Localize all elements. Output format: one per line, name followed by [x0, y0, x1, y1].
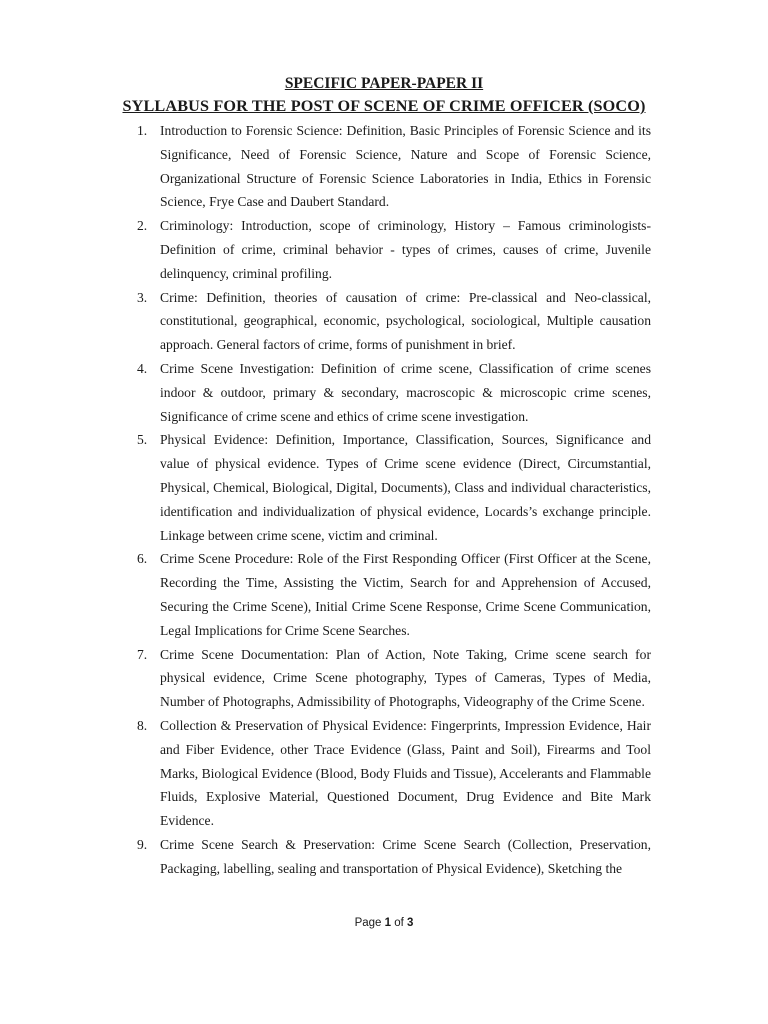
- item-text: Criminology: Introduction, scope of criminology, History – Famous criminologists- Definition of crime, criminal behavior - types of crimes, causes of crime, Juvenile delinquency, criminal profiling.: [160, 218, 651, 281]
- item-number: 4.: [137, 360, 148, 376]
- syllabus-item-8: [137, 714, 651, 833]
- syllabus-list: [137, 119, 651, 881]
- item-number: 2.: [137, 218, 148, 234]
- item-number: 9.: [137, 836, 148, 852]
- of-label: of: [394, 917, 404, 929]
- total-page-count: 3: [407, 917, 414, 929]
- item-text: Physical Evidence: Definition, Importance, Classification, Sources, Significance and value of physical evidence. Types of Crime scene evidence (Direct, Circumstantial, Physical, Chemical, Biological, Digital, Documents), Class and individual characteristics, identification and individualization of physical evidence, Locards’s exchange principle. Linkage between crime scene, victim and criminal.: [160, 432, 651, 543]
- page-label: Page: [354, 917, 382, 929]
- item-number: 5.: [137, 432, 148, 448]
- item-text: Crime Scene Procedure: Role of the First Responding Officer (First Officer at the Scene, Recording the Time, Assisting the Victim, Search for and Apprehension of Accused, Securing the Crime Scene), Initial Crime Scene Response, Crime Scene Communication, Legal Implications for Crime Scene Searches.: [160, 551, 651, 638]
- syllabus-item-7: [137, 643, 651, 714]
- item-number: 1.: [137, 123, 148, 138]
- item-number: 7.: [137, 646, 148, 662]
- syllabus-item-9: [137, 833, 651, 881]
- item-text: Crime Scene Documentation: Plan of Action, Note Taking, Crime scene search for physical evidence, Crime Scene photography, Types of Cameras, Types of Media, Number of Photographs, Admissibility of Photographs, Videography of the Crime Scene.: [160, 646, 651, 710]
- syllabus-item-1: [137, 119, 651, 214]
- item-text: Crime Scene Investigation: Definition of crime scene, Classification of crime scenes indoor & outdoor, primary & secondary, macroscopic & microscopic crime scenes, Significance of crime scene and ethics of crime scene investigation.: [160, 360, 651, 424]
- paper-title: SPECIFIC PAPER-PAPER II: [284, 75, 484, 92]
- item-number: 3.: [137, 289, 148, 305]
- page-number-footer: [0, 917, 768, 929]
- item-text: Crime Scene Search & Preservation: Crime Scene Search (Collection, Preservation, Packaging, labelling, sealing and transportation of Physical Evidence), Sketching the: [160, 836, 651, 876]
- item-number: 6.: [137, 551, 148, 567]
- syllabus-item-5: [137, 428, 651, 547]
- current-page-number: 1: [384, 917, 392, 929]
- syllabus-item-4: [137, 357, 651, 428]
- item-text: Collection & Preservation of Physical Evidence: Fingerprints, Impression Evidence, Hair and Fiber Evidence, other Trace Evidence (Glass, Paint and Soil), Firearms and Tool Marks, Biological Evidence (Blood, Body Fluids and Tissue), Accelerants and Flammable Fluids, Explosive Material, Questioned Document, Drug Evidence and Bite Mark Evidence.: [160, 717, 651, 829]
- syllabus-item-3: [137, 286, 651, 357]
- item-number: 8.: [137, 717, 148, 733]
- syllabus-title: SYLLABUS FOR THE POST OF SCENE OF CRIME OFFICER (SOCO): [122, 97, 646, 115]
- syllabus-item-6: [137, 547, 651, 642]
- item-text: Introduction to Forensic Science: Definition, Basic Principles of Forensic Science and its Significance, Need of Forensic Science, Nature and Scope of Forensic Science, Organizational Structure of Forensic Science Laboratories in India, Ethics in Forensic Science, Frye Case and Daubert Standard.: [160, 123, 651, 210]
- syllabus-item-2: [137, 214, 651, 285]
- item-text: Crime: Definition, theories of causation of crime: Pre-classical and Neo-classical, constitutional, geographical, economic, psychological, sociological, Multiple causation approach. General factors of crime, forms of punishment in brief.: [160, 289, 651, 353]
